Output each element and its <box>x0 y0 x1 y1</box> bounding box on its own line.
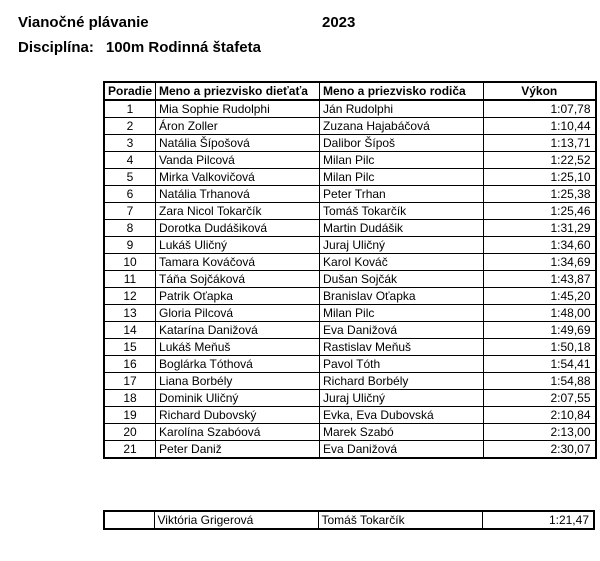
discipline-line <box>18 39 261 57</box>
parent-name-cell: Eva Danižová <box>320 441 484 459</box>
rank-cell: 8 <box>104 220 156 237</box>
time-cell: 1:43,87 <box>484 271 596 288</box>
column-header-child: Meno a priezvisko dieťaťa <box>156 82 320 100</box>
child-name-cell: Patrik Oťapka <box>156 288 320 305</box>
parent-name-cell: Eva Danižová <box>320 322 484 339</box>
table-row <box>104 237 596 254</box>
rank-cell: 5 <box>104 169 156 186</box>
child-name-cell: Karolína Szabóová <box>156 424 320 441</box>
table-row <box>104 100 596 118</box>
parent-name-cell: Martin Dudášik <box>320 220 484 237</box>
time-cell: 1:45,20 <box>484 288 596 305</box>
extra-table <box>103 510 595 530</box>
time-cell: 1:48,00 <box>484 305 596 322</box>
child-name-cell: Liana Borbély <box>156 373 320 390</box>
rank-cell: 7 <box>104 203 156 220</box>
parent-name-cell: Dušan Sojčák <box>320 271 484 288</box>
results-body <box>104 100 596 458</box>
discipline-label: Disciplína: <box>18 39 94 56</box>
table-row <box>104 254 596 271</box>
child-name-cell: Táňa Sojčáková <box>156 271 320 288</box>
child-name-cell: Mirka Valkovičová <box>156 169 320 186</box>
time-cell: 1:49,69 <box>484 322 596 339</box>
rank-cell: 12 <box>104 288 156 305</box>
rank-cell: 11 <box>104 271 156 288</box>
rank-cell: 14 <box>104 322 156 339</box>
time-cell: 1:21,47 <box>482 511 594 529</box>
parent-name-cell: Tomáš Tokarčík <box>320 203 484 220</box>
column-header-time: Výkon <box>484 82 596 100</box>
parent-name-cell: Pavol Tóth <box>320 356 484 373</box>
child-name-cell: Natália Trhanová <box>156 186 320 203</box>
rank-cell: 18 <box>104 390 156 407</box>
time-cell: 1:54,88 <box>484 373 596 390</box>
table-row <box>104 288 596 305</box>
parent-name-cell: Karol Kováč <box>320 254 484 271</box>
table-row <box>104 322 596 339</box>
child-name-cell: Dorotka Dudášiková <box>156 220 320 237</box>
table-row <box>104 118 596 135</box>
rank-cell <box>104 511 154 529</box>
time-cell: 2:07,55 <box>484 390 596 407</box>
child-name-cell: Zara Nicol Tokarčík <box>156 203 320 220</box>
child-name-cell: Viktória Grigerová <box>154 511 318 529</box>
table-row <box>104 339 596 356</box>
time-cell: 1:22,52 <box>484 152 596 169</box>
table-row <box>104 305 596 322</box>
rank-cell: 1 <box>104 100 156 118</box>
time-cell: 1:54,41 <box>484 356 596 373</box>
parent-name-cell: Milan Pilc <box>320 152 484 169</box>
child-name-cell: Vanda Pilcová <box>156 152 320 169</box>
child-name-cell: Dominik Uličný <box>156 390 320 407</box>
table-row <box>104 203 596 220</box>
year-label: 2023 <box>322 14 356 31</box>
parent-name-cell: Tomáš Tokarčík <box>318 511 482 529</box>
results-table <box>103 81 597 459</box>
parent-name-cell: Marek Szabó <box>320 424 484 441</box>
table-row <box>104 169 596 186</box>
parent-name-cell: Milan Pilc <box>320 169 484 186</box>
child-name-cell: Lukáš Uličný <box>156 237 320 254</box>
child-name-cell: Boglárka Tóthová <box>156 356 320 373</box>
parent-name-cell: Ján Rudolphi <box>320 100 484 118</box>
parent-name-cell: Juraj Uličný <box>320 237 484 254</box>
rank-cell: 21 <box>104 441 156 459</box>
time-cell: 1:25,46 <box>484 203 596 220</box>
table-header-row <box>104 82 596 100</box>
time-cell: 1:10,44 <box>484 118 596 135</box>
parent-name-cell: Dalibor Šípoš <box>320 135 484 152</box>
table-row <box>104 373 596 390</box>
rank-cell: 4 <box>104 152 156 169</box>
rank-cell: 6 <box>104 186 156 203</box>
parent-name-cell: Milan Pilc <box>320 305 484 322</box>
rank-cell: 9 <box>104 237 156 254</box>
parent-name-cell: Juraj Uličný <box>320 390 484 407</box>
table-row <box>104 186 596 203</box>
rank-cell: 19 <box>104 407 156 424</box>
table-row <box>104 220 596 237</box>
rank-cell: 3 <box>104 135 156 152</box>
rank-cell: 16 <box>104 356 156 373</box>
time-cell: 2:10,84 <box>484 407 596 424</box>
page-title: Vianočné plávanie <box>18 14 149 31</box>
parent-name-cell: Richard Borbély <box>320 373 484 390</box>
column-header-parent: Meno a priezvisko rodiča <box>320 82 484 100</box>
child-name-cell: Áron Zoller <box>156 118 320 135</box>
parent-name-cell: Peter Trhan <box>320 186 484 203</box>
rank-cell: 13 <box>104 305 156 322</box>
parent-name-cell: Rastislav Meňuš <box>320 339 484 356</box>
parent-name-cell: Zuzana Hajabáčová <box>320 118 484 135</box>
discipline-value: 100m Rodinná štafeta <box>105 39 261 56</box>
time-cell: 1:25,10 <box>484 169 596 186</box>
time-cell: 2:13,00 <box>484 424 596 441</box>
time-cell: 1:07,78 <box>484 100 596 118</box>
time-cell: 1:34,69 <box>484 254 596 271</box>
child-name-cell: Katarína Danižová <box>156 322 320 339</box>
table-row <box>104 135 596 152</box>
rank-cell: 2 <box>104 118 156 135</box>
parent-name-cell: Evka, Eva Dubovská <box>320 407 484 424</box>
time-cell: 1:25,38 <box>484 186 596 203</box>
time-cell: 1:31,29 <box>484 220 596 237</box>
table-row <box>104 390 596 407</box>
child-name-cell: Gloria Pilcová <box>156 305 320 322</box>
child-name-cell: Peter Daniž <box>156 441 320 459</box>
table-row <box>104 441 596 459</box>
table-row <box>104 407 596 424</box>
table-row <box>104 424 596 441</box>
child-name-cell: Lukáš Meňuš <box>156 339 320 356</box>
time-cell: 2:30,07 <box>484 441 596 459</box>
table-row <box>104 271 596 288</box>
time-cell: 1:34,60 <box>484 237 596 254</box>
parent-name-cell: Branislav Oťapka <box>320 288 484 305</box>
rank-cell: 10 <box>104 254 156 271</box>
rank-cell: 15 <box>104 339 156 356</box>
table-row <box>104 511 594 529</box>
child-name-cell: Richard Dubovský <box>156 407 320 424</box>
time-cell: 1:50,18 <box>484 339 596 356</box>
time-cell: 1:13,71 <box>484 135 596 152</box>
table-row <box>104 152 596 169</box>
column-header-rank: Poradie <box>104 82 156 100</box>
child-name-cell: Mia Sophie Rudolphi <box>156 100 320 118</box>
table-row <box>104 356 596 373</box>
rank-cell: 20 <box>104 424 156 441</box>
child-name-cell: Tamara Kováčová <box>156 254 320 271</box>
child-name-cell: Natália Šípošová <box>156 135 320 152</box>
rank-cell: 17 <box>104 373 156 390</box>
